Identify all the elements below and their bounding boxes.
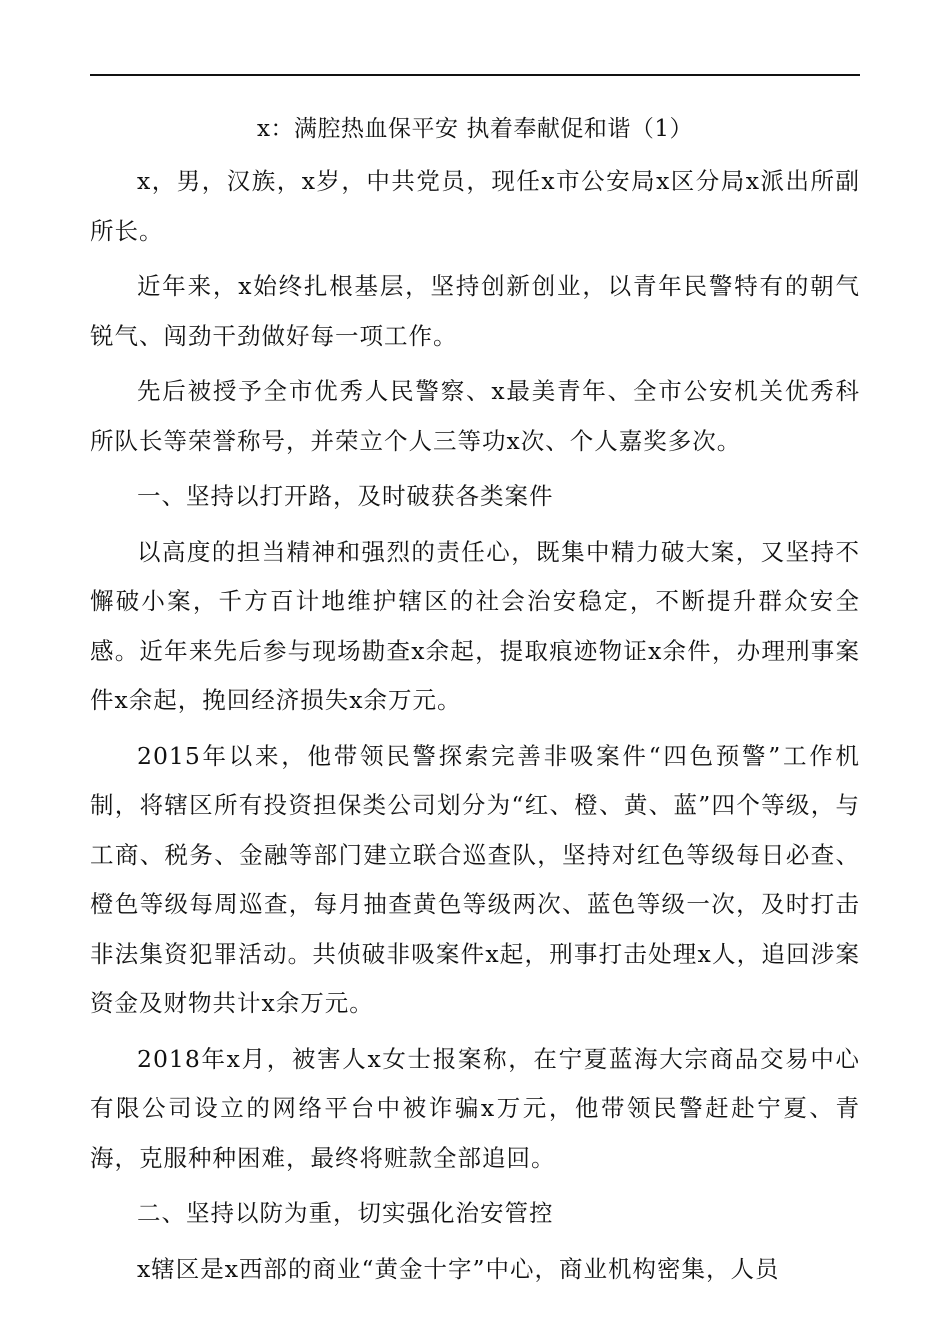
section-heading-1: 一、坚持以打开路，及时破获各类案件 <box>137 482 554 510</box>
paragraph-overview: 近年来，x始终扎根基层，坚持创新创业，以青年民警特有的朝气锐气、闯劲干劲做好每一项工作。 <box>90 272 860 350</box>
paragraph-case-work: 以高度的担当精神和强烈的责任心，既集中精力破大案，又坚持不懈破小案，千方百计地维护辖区的社会治安稳定，不断提升群众安全感。近年来先后参与现场勘查x余起，提取痕迹物证x余件，办理刑事案件x余起，挽回经济损失x余万元。 <box>90 537 860 714</box>
document-title: x：满腔热血保平安 执着奉献促和谐（1） <box>257 116 693 142</box>
paragraph-fraud-case: 2018年x月，被害人x女士报案称，在宁夏蓝海大宗商品交易中心有限公司设立的网络平台中被诈骗x万元，他带领民警赶赴宁夏、青海，克服种种困难，最终将赃款全部追回。 <box>90 1044 860 1172</box>
section-heading-2: 二、坚持以防为重，切实强化治安管控 <box>137 1199 554 1227</box>
paragraph-intro: x，男，汉族，x岁，中共党员，现任x市公安局x区分局x派出所副所长。 <box>90 167 860 245</box>
document-body <box>90 108 860 1294</box>
paragraph-warning-mechanism: 2015年以来，他带领民警探索完善非吸案件“四色预警”工作机制，将辖区所有投资担保类公司划分为“红、橙、黄、蓝”四个等级，与工商、税务、金融等部门建立联合巡查队，坚持对红色等级每日必查、橙色等级每周巡查，每月抽查黄色等级两次、蓝色等级一次，及时打击非法集资犯罪活动。共侦破非吸案件x起，刑事打击处理x人，追回涉案资金及财物共计x余万元。 <box>90 741 860 1017</box>
header-rule <box>90 74 860 76</box>
paragraph-honors: 先后被授予全市优秀人民警察、x最美青年、全市公安机关优秀科所队长等荣誉称号，并荣立个人三等功x次、个人嘉奖多次。 <box>90 377 860 455</box>
paragraph-district: x辖区是x西部的商业“黄金十字”中心，商业机构密集，人员 <box>137 1254 780 1283</box>
